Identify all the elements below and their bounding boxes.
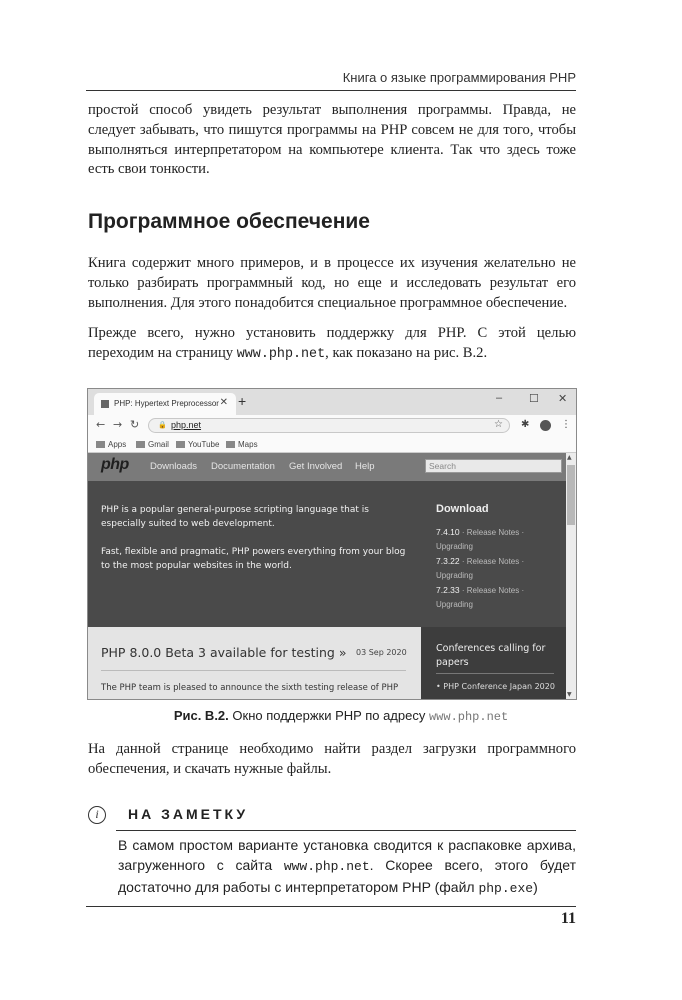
new-tab-button[interactable]: + <box>238 393 247 409</box>
profile-avatar[interactable] <box>540 420 551 431</box>
note-url: www.php.net <box>283 859 370 874</box>
apps-grid-icon <box>96 441 105 448</box>
release-row <box>436 583 561 598</box>
paragraph-1 <box>88 254 576 313</box>
conference-item[interactable]: • PHP Conference Japan 2020 <box>436 682 555 691</box>
forward-arrow-icon[interactable]: → <box>113 418 123 431</box>
php-hero <box>88 481 566 627</box>
paragraph-2-text <box>88 324 576 365</box>
conferences-title: Conferences calling for papers <box>436 643 546 668</box>
intro-paragraph <box>88 101 576 180</box>
php-logo[interactable]: php <box>101 456 129 473</box>
gmail-icon <box>136 441 145 448</box>
nav-documentation[interactable]: Documentation <box>211 461 275 472</box>
nav-help[interactable]: Help <box>355 461 375 472</box>
note-text-1: В самом простом варианте установка сводится к распаковке архива, загруженного с сайта <box>118 837 576 873</box>
release-notes-link[interactable]: · Release Notes · <box>461 586 525 595</box>
download-panel <box>436 503 561 612</box>
note-title: НА ЗАМЕТКУ <box>128 806 249 822</box>
note-filename: php.exe <box>478 881 534 896</box>
news-body: The PHP team is pleased to announce the sixth testing release of PHP <box>101 683 399 693</box>
close-window-button[interactable]: ✕ <box>558 393 568 405</box>
site-search-input[interactable]: Search <box>425 459 562 473</box>
bookmark-apps[interactable]: Apps <box>96 440 126 449</box>
hero-text <box>101 503 411 587</box>
extensions-puzzle-icon[interactable]: ✱ <box>521 419 530 430</box>
release-notes-link[interactable]: · Release Notes · <box>461 528 525 537</box>
news-title[interactable]: PHP 8.0.0 Beta 3 available for testing » <box>101 645 347 660</box>
note-body <box>118 835 576 899</box>
minimize-button[interactable]: – <box>496 392 503 404</box>
close-tab-icon[interactable]: ✕ <box>219 397 228 408</box>
youtube-icon <box>176 441 185 448</box>
scroll-down-icon[interactable]: ▼ <box>567 691 572 698</box>
intro-text: простой способ увидеть результат выполнения программы. Правда, не следует забывать, что пишутся программы на PHP совсем не для того, чтобы выполняться интерпретатором на компьютере клиента. Так что здесь тоже есть свои тонкости. <box>88 102 576 178</box>
tab-bar <box>88 389 576 415</box>
navigation-bar <box>88 415 576 437</box>
tab-title: PHP: Hypertext Preprocessor <box>114 399 219 408</box>
footer-rule <box>86 906 576 907</box>
hero-paragraph-2: Fast, flexible and pragmatic, PHP powers everything from your blog to the most popular websites in the world. <box>101 547 406 571</box>
maps-icon <box>226 441 235 448</box>
upgrading-link[interactable]: Upgrading <box>436 600 473 609</box>
paragraph-1-text: Книга содержит много примеров, и в процессе их изучения желательно не только разбирать программный код, но еще и исследовать результат его выполнения. Для этого понадобится специальное программное обеспечение. <box>88 255 576 311</box>
paragraph-2 <box>88 324 576 365</box>
hero-paragraph-1: PHP is a popular general-purpose scripting language that is especially suited to web development. <box>101 505 369 529</box>
release-version[interactable]: 7.4.10 <box>436 527 460 537</box>
download-title: Download <box>436 503 489 515</box>
address-url[interactable]: php.net <box>171 420 202 430</box>
upgrading-link[interactable]: Upgrading <box>436 542 473 551</box>
note-text-3: ) <box>533 879 538 895</box>
paragraph-3 <box>88 740 576 780</box>
conferences-divider <box>436 673 554 674</box>
nav-downloads[interactable]: Downloads <box>150 461 197 472</box>
back-arrow-icon[interactable]: ← <box>96 418 106 431</box>
bookmark-gmail[interactable]: Gmail <box>136 440 169 449</box>
news-entry <box>88 627 421 700</box>
scrollbar-thumb[interactable] <box>567 465 575 525</box>
release-row <box>436 525 561 540</box>
nav-get-involved[interactable]: Get Involved <box>289 461 343 472</box>
news-divider <box>101 670 406 671</box>
release-version[interactable]: 7.3.22 <box>436 556 460 566</box>
conferences-panel <box>421 627 566 700</box>
release-version[interactable]: 7.2.33 <box>436 585 460 595</box>
note-text-2: . Скорее всего, этого будет достаточно для работы с интерпретатором PHP (файл <box>118 857 576 895</box>
maximize-button[interactable]: ☐ <box>529 393 539 405</box>
caption-url: www.php.net <box>428 710 509 724</box>
release-row <box>436 554 561 569</box>
news-date: 03 Sep 2020 <box>356 648 407 657</box>
bookmark-star-icon[interactable]: ☆ <box>494 419 503 430</box>
bookmark-youtube[interactable]: YouTube <box>176 440 219 449</box>
running-header: Книга о языке программирования PHP <box>342 70 576 85</box>
paragraph-2-after: , как показано на рис. B.2. <box>325 344 488 361</box>
bookmarks-bar <box>88 437 576 453</box>
page-scrollbar[interactable] <box>566 453 576 700</box>
php-url-inline: www.php.net <box>236 346 326 362</box>
figure-caption <box>0 708 682 724</box>
release-notes-link[interactable]: · Release Notes · <box>461 557 525 566</box>
caption-text: Окно поддержки PHP по адресу <box>228 708 429 723</box>
bookmark-maps[interactable]: Maps <box>226 440 258 449</box>
note-rule <box>116 830 576 831</box>
page-number: 11 <box>560 910 576 927</box>
header-rule <box>86 90 576 91</box>
browser-tab[interactable] <box>94 393 236 415</box>
menu-kebab-icon[interactable]: ⋮ <box>561 419 571 430</box>
figure-label: Рис. B.2. <box>173 708 229 723</box>
reload-icon[interactable]: ↻ <box>130 418 140 431</box>
address-bar[interactable] <box>148 418 510 433</box>
scroll-up-icon[interactable]: ▲ <box>567 454 572 461</box>
php-favicon-icon <box>101 400 109 408</box>
upgrading-link[interactable]: Upgrading <box>436 571 473 580</box>
info-icon: i <box>88 806 106 824</box>
lock-icon: 🔒 <box>158 421 167 429</box>
paragraph-2-before: Прежде всего, нужно установить поддержку для PHP. С этой целью переходим на страницу <box>88 325 576 361</box>
paragraph-3-text: На данной странице необходимо найти раздел загрузки программного обеспечения, и скачать нужные файлы. <box>88 741 576 777</box>
section-heading: Программное обеспечение <box>88 210 370 233</box>
php-site-navbar <box>88 453 566 481</box>
browser-screenshot <box>87 388 577 700</box>
